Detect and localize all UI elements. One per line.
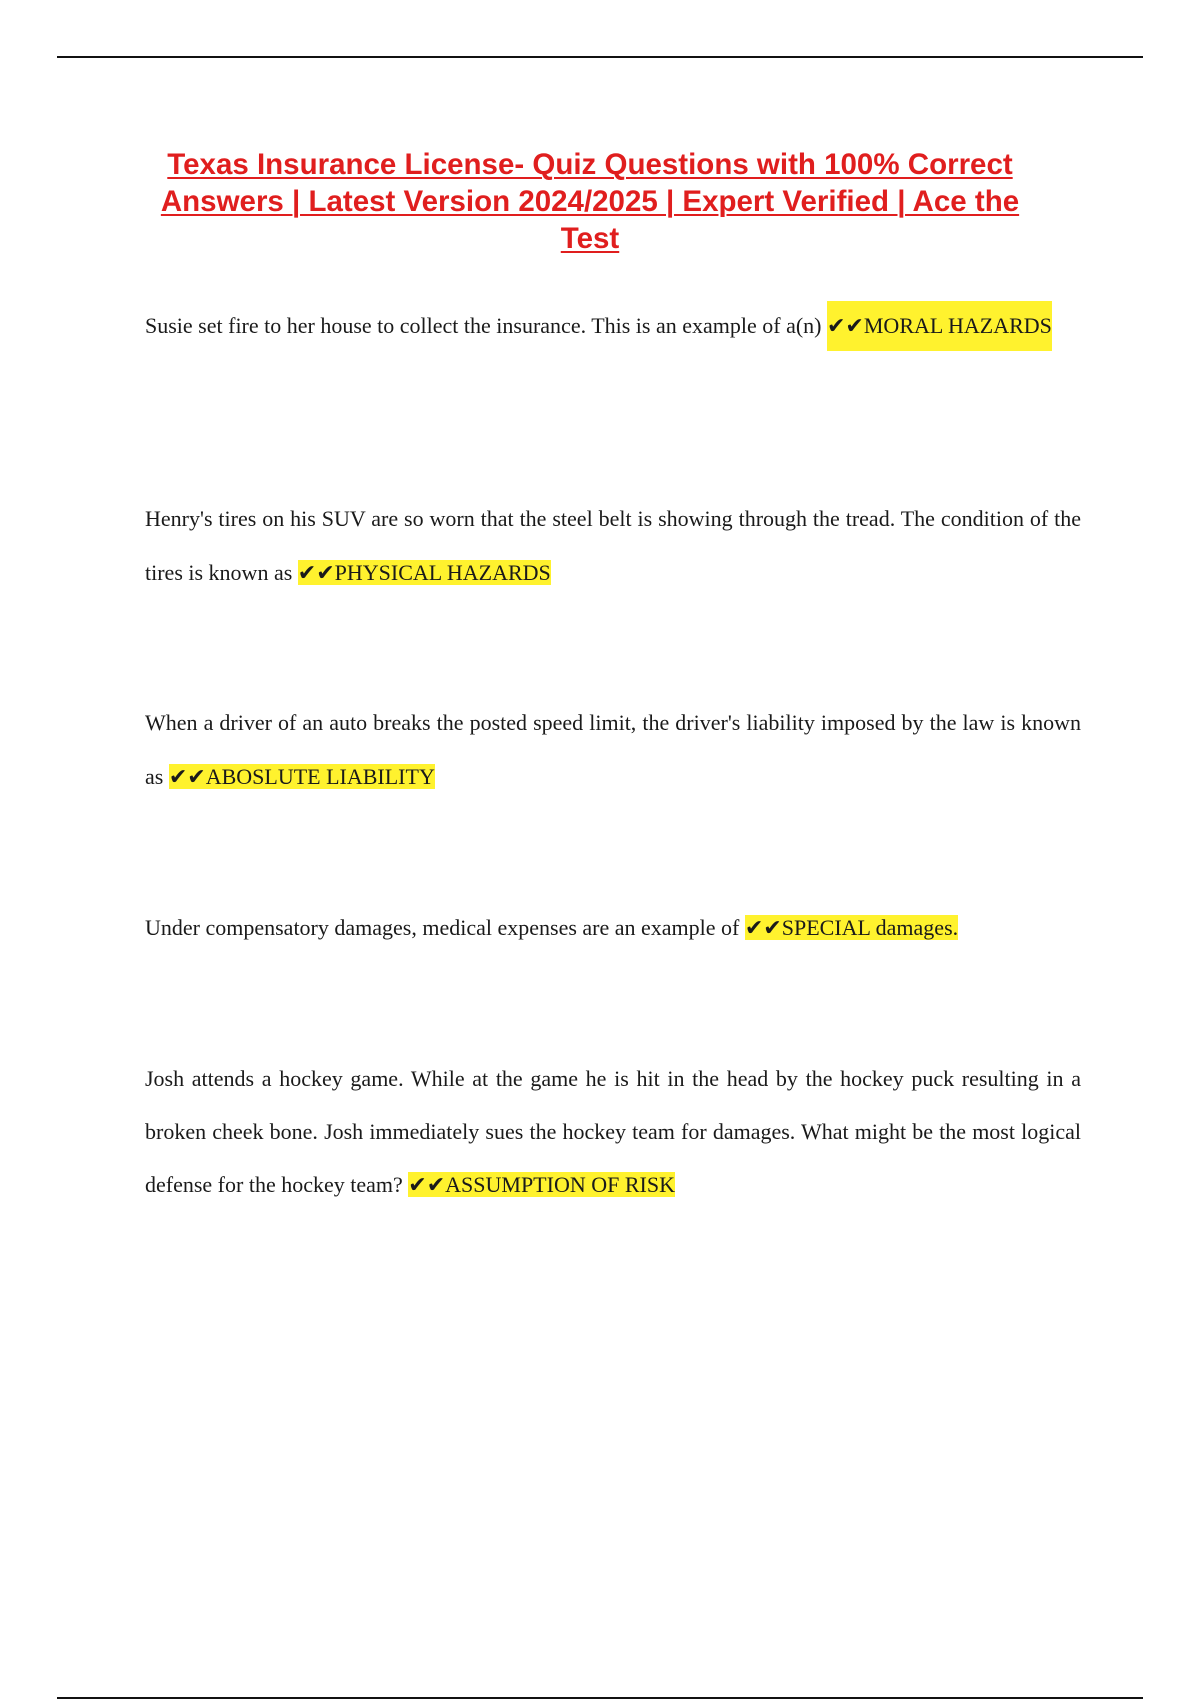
check-mark-icon: ✔✔: [827, 313, 864, 338]
answer-highlight: [408, 1172, 675, 1197]
check-mark-icon: ✔✔: [744, 915, 782, 940]
qa-item-5: [145, 1052, 1081, 1211]
answer-text: ABOSLUTE LIABILITY: [205, 764, 435, 789]
check-mark-icon: ✔✔: [168, 764, 206, 789]
qa-item-1: [145, 301, 1081, 351]
top-rule: [57, 56, 1143, 58]
qa-item-3: [145, 696, 1081, 804]
qa-item-2: [145, 492, 1081, 600]
question-text: Under compensatory damages, medical expenses are an example of: [145, 915, 740, 940]
answer-text: SPECIAL damages.: [781, 915, 959, 940]
question-text: When a driver of an auto breaks the posted speed limit, the driver's liability imposed by the law is known as: [145, 710, 1081, 789]
bottom-rule: [57, 1697, 1143, 1699]
question-text: Henry's tires on his SUV are so worn that the steel belt is showing through the tread. The condition of the tires is known as: [145, 506, 1081, 585]
answer-highlight: [745, 915, 958, 940]
answer-highlight: [298, 560, 551, 585]
question-text: Josh attends a hockey game. While at the game he is hit in the head by the hockey puck resulting in a broken cheek bone. Josh immediately sues the hockey team for damages. What might be the most logical defense for the hockey team?: [145, 1066, 1081, 1197]
document-title: Texas Insurance License- Quiz Questions with 100% Correct Answers | Latest Version 2024/2025 | Expert Verified | Ace the Test: [160, 148, 1020, 255]
answer-text: MORAL HAZARDS: [863, 313, 1052, 338]
answer-highlight: [827, 301, 1052, 351]
qa-item-4: [145, 901, 1081, 955]
answer-text: ASSUMPTION OF RISK: [445, 1172, 675, 1197]
question-text: Susie set fire to her house to collect the insurance. This is an example of a(n): [145, 313, 822, 338]
answer-text: PHYSICAL HAZARDS: [334, 560, 551, 585]
answer-highlight: [169, 764, 435, 789]
check-mark-icon: ✔✔: [408, 1172, 446, 1197]
check-mark-icon: ✔✔: [297, 560, 335, 585]
